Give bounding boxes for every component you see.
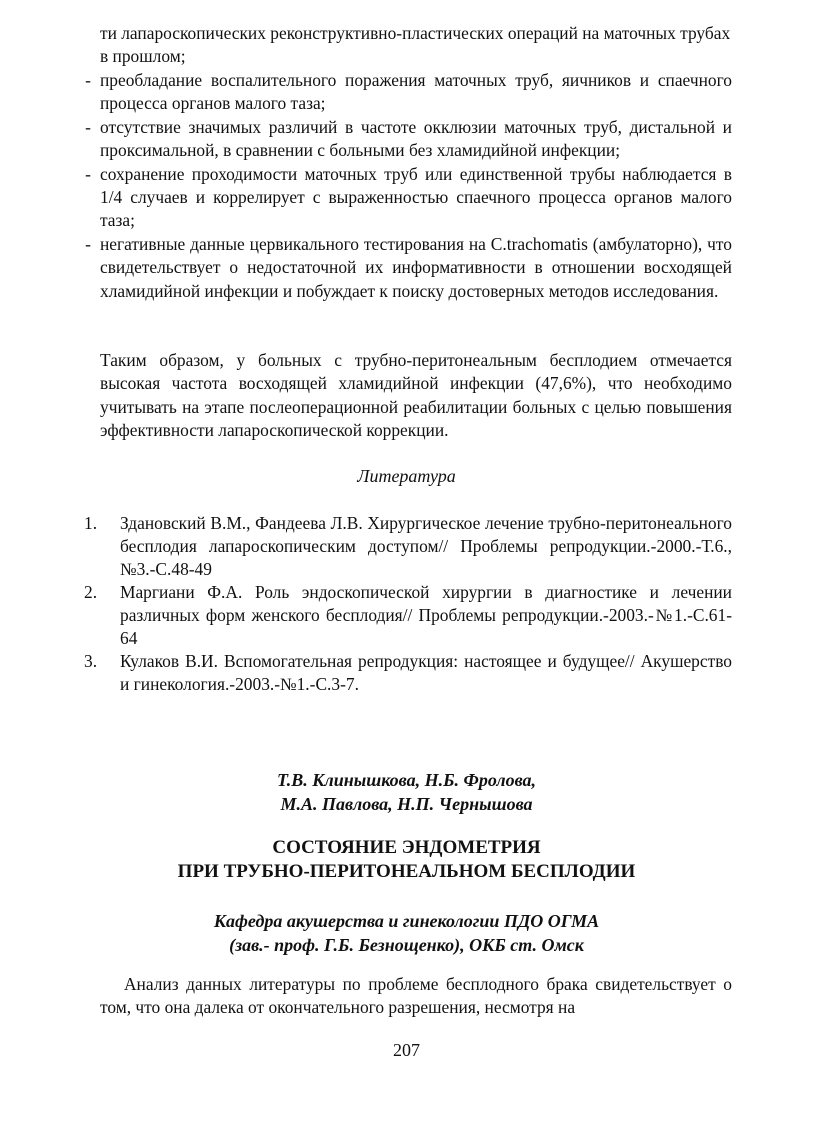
conclusion-paragraph: Таким образом, у больных с трубно-перитонеальным бесплодием отмечается высокая частота восходящей хламидийной инфекции (47,6%), что необходимо учитывать на этапе послеоперационной реабилитации больных с целью повышения эффективности лапароскопической коррекции.: [100, 350, 732, 441]
reference-number: 1.: [84, 513, 98, 533]
literature-heading: Литература: [357, 466, 456, 486]
dash-marker: -: [85, 233, 91, 254]
page-number: 207: [393, 1040, 420, 1060]
reference-text: Маргиани Ф.А. Роль эндоскопической хирургии в диагностике и лечении различных форм женского бесплодия// Проблемы репродукции.-2003.-№1.-С.61-64: [120, 582, 732, 648]
abstract-paragraph: Анализ данных литературы по проблеме бесплодного брака свидетельствует о том, что она далека от окончательного разрешения, несмотря на: [100, 974, 732, 1018]
continuation-paragraph: ти лапароскопических реконструктивно-пластических операций на маточных трубах в прошлом;: [100, 23, 731, 67]
reference-number: 2.: [84, 582, 98, 602]
list-item: [85, 233, 732, 303]
reference-item: [84, 512, 732, 581]
reference-item: [84, 581, 732, 650]
references-list: [84, 512, 732, 696]
authors-line: М.А. Павлова, Н.П. Чернышова: [280, 794, 533, 814]
affiliation-line: (зав.- проф. Г.Б. Безнощенко), ОКБ ст. Омск: [229, 935, 584, 955]
list-item-text: преобладание воспалительного поражения маточных труб, яичников и спаечного процесса органов малого таза;: [100, 70, 732, 114]
dash-marker: -: [85, 70, 91, 90]
list-item: [85, 69, 732, 116]
findings-list: [85, 69, 732, 303]
title-line: СОСТОЯНИЕ ЭНДОМЕТРИЯ: [272, 837, 541, 858]
affiliation: [0, 909, 813, 957]
list-item: [85, 116, 732, 163]
article-title: [0, 836, 813, 884]
reference-text: Здановский В.М., Фандеева Л.В. Хирургическое лечение трубно-перитонеального бесплодия лапароскопическим доступом// Проблемы репродукции.-2000.-Т.6., №3.-С.48-49: [120, 513, 732, 579]
list-item-text: отсутствие значимых различий в частоте окклюзии маточных труб, дистальной и проксимальной, в сравнении с больными без хламидийной инфекции;: [100, 116, 732, 161]
reference-item: [84, 650, 732, 696]
reference-text: Кулаков В.И. Вспомогательная репродукция: настоящее и будущее// Акушерство и гинекология.-2003.-№1.-С.3-7.: [120, 651, 732, 694]
dash-marker: -: [85, 116, 91, 137]
article-authors: [0, 768, 813, 816]
authors-line: Т.В. Клинышкова, Н.Б. Фролова,: [276, 770, 537, 790]
list-item-text: негативные данные цервикального тестирования на C.trachomatis (амбулаторно), что свидетельствует о недостаточной их информативности в отношении восходящей хламидийной инфекции и побуждает к поиску достоверных методов исследования.: [100, 233, 732, 301]
affiliation-line: Кафедра акушерства и гинекологии ПДО ОГМА: [213, 911, 600, 931]
list-item-text: сохранение проходимости маточных труб или единственной трубы наблюдается в 1/4 случаев и коррелирует с выраженностью спаечного процесса органов малого таза;: [100, 163, 732, 231]
reference-number: 3.: [84, 651, 98, 671]
dash-marker: -: [85, 163, 91, 184]
list-item: [85, 163, 732, 233]
title-line: ПРИ ТРУБНО-ПЕРИТОНЕАЛЬНОМ БЕСПЛОДИИ: [177, 861, 636, 882]
